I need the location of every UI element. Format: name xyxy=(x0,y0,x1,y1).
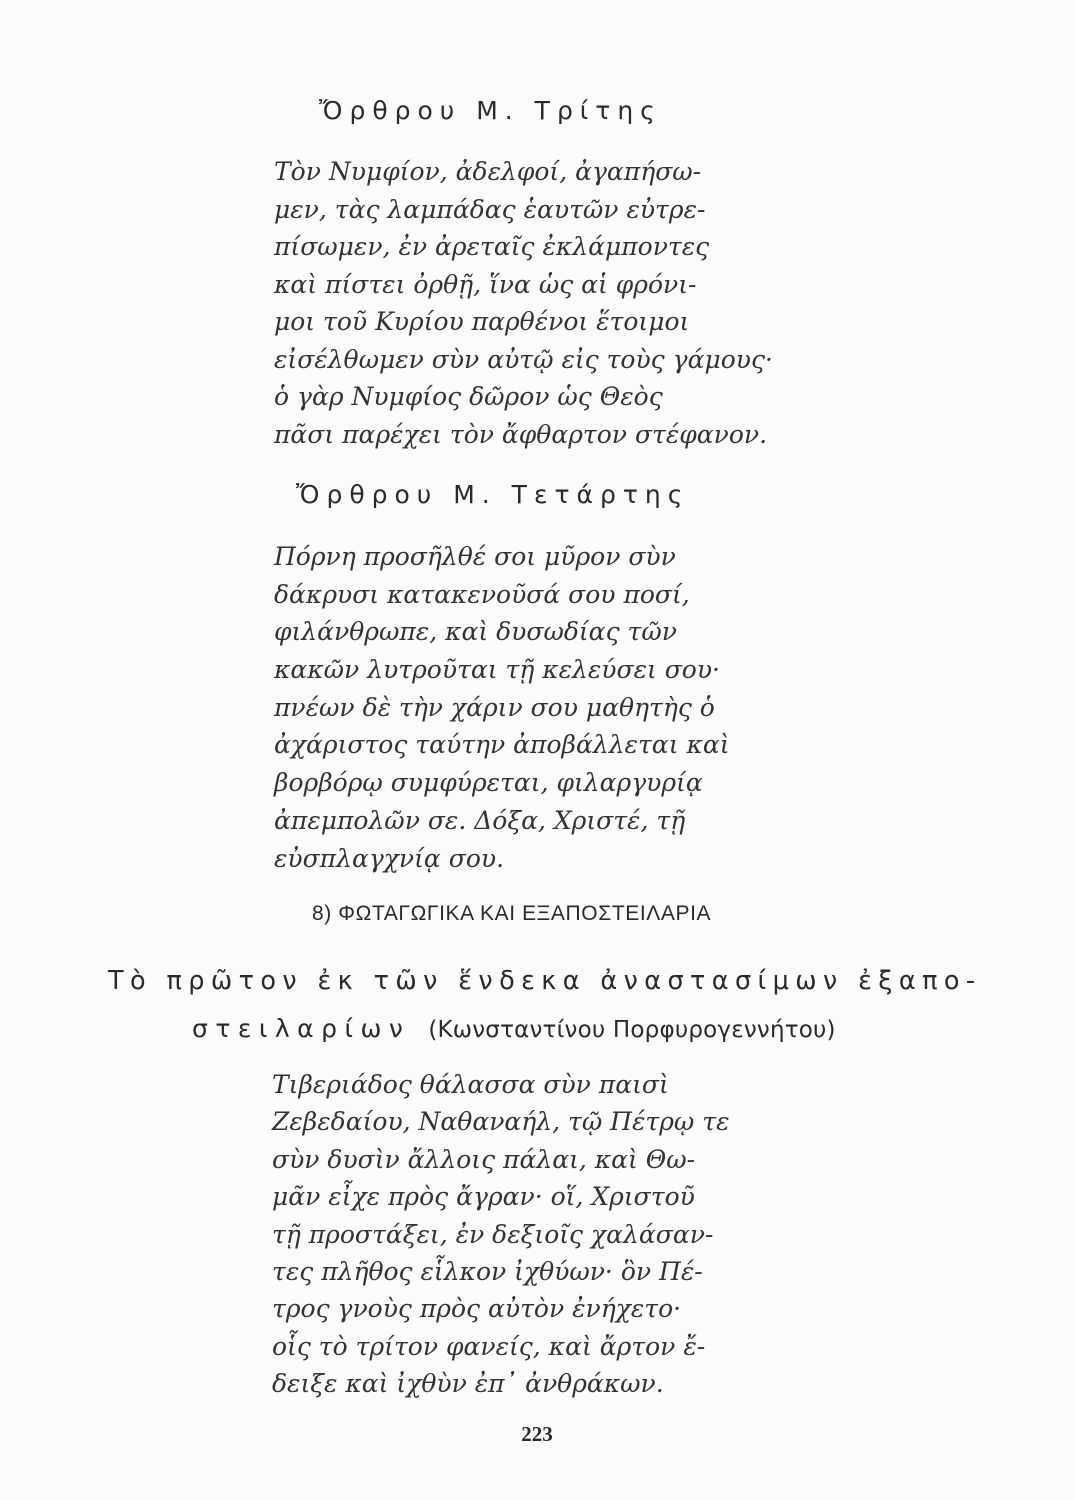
hymn-line: μεν, τὰς λαμπάδας ἑαυτῶν εὐτρε- xyxy=(274,194,706,224)
heading-orthros-wednesday: Ὄρθρου Μ. Τετάρτης xyxy=(296,480,690,509)
hymn-line: τῇ προστάξει, ἐν δεξιοῖς χαλάσαν- xyxy=(272,1219,714,1249)
hymn-line: ἀχάριστος ταύτην ἀποβάλλεται καὶ xyxy=(274,730,730,760)
exaposteilarion-title-line1: Τὸ πρῶτον ἐκ τῶν ἕνδεκα ἀναστασίμων ἐξαπο- xyxy=(108,966,982,996)
section-title: 8) ΦΩΤΑΓΩΓΙΚΑ ΚΑΙ ΕΞΑΠΟΣΤΕΙΛΑΡΙΑ xyxy=(312,902,712,925)
hymn-line: μᾶν εἶχε πρὸς ἄγραν· οἵ, Χριστοῦ xyxy=(272,1182,695,1212)
hymn-line: καὶ πίστει ὀρθῇ, ἵνα ὡς αἱ φρόνι- xyxy=(274,269,697,299)
hymn-line: σὺν δυσὶν ἄλλοις πάλαι, καὶ Θω- xyxy=(272,1144,696,1174)
exaposteilarion-title-line2 xyxy=(192,1014,836,1043)
hymn-line: δειξε καὶ ἰχθὺν ἐπ᾿ ἀνθράκων. xyxy=(272,1369,664,1399)
hymn-line: εὐσπλαγχνίᾳ σου. xyxy=(274,843,505,873)
exaposteilarion-title-word: στειλαρίων xyxy=(192,1014,411,1043)
hymn-line: εἰσέλθωμεν σὺν αὐτῷ εἰς τοὺς γάμους· xyxy=(274,344,773,374)
hymn-line: μοι τοῦ Κυρίου παρθένοι ἕτοιμοι xyxy=(274,307,690,336)
hymn-line: πᾶσι παρέχει τὸν ἄφθαρτον στέφανον. xyxy=(274,419,768,449)
hymn-line: Πόρνη προσῆλθέ σοι μῦρον σὺν xyxy=(274,542,676,571)
hymn-line: πίσωμεν, ἐν ἀρεταῖς ἐκλάμποντες xyxy=(274,232,710,261)
hymn-exaposteilarion xyxy=(272,1066,730,1403)
hymn-line: ἀπεμπολῶν σε. Δόξα, Χριστέ, τῇ xyxy=(274,805,686,835)
exaposteilarion-attribution: (Κωνσταντίνου Πορφυρογεννήτου) xyxy=(428,1017,836,1043)
hymn-line: βορβόρῳ συμφύρεται, φιλαργυρίᾳ xyxy=(274,768,703,798)
hymn-line: Τιβεριάδος θάλασσα σὺν παισὶ xyxy=(272,1070,669,1099)
hymn-line: κακῶν λυτροῦται τῇ κελεύσει σου· xyxy=(274,655,720,685)
hymn-line: τρος γνοὺς πρὸς αὐτὸν ἐνήχετο· xyxy=(272,1294,682,1324)
hymn-line: ὁ γὰρ Νυμφίος δῶρον ὡς Θεὸς xyxy=(274,382,663,411)
hymn-wednesday xyxy=(274,538,730,877)
hymn-line: Τὸν Νυμφίον, ἀδελφοί, ἀγαπήσω- xyxy=(274,157,702,186)
hymn-line: τες πλῆθος εἷλκον ἰχθύων· ὃν Πέ- xyxy=(272,1256,703,1286)
heading-orthros-tuesday: Ὄρθρου Μ. Τρίτης xyxy=(319,96,662,125)
hymn-line: φιλάνθρωπε, καὶ δυσωδίας τῶν xyxy=(274,617,677,647)
page-number: 223 xyxy=(521,1422,553,1446)
hymn-tuesday xyxy=(274,153,773,453)
hymn-line: Ζεβεδαίου, Ναθαναήλ, τῷ Πέτρῳ τε xyxy=(272,1107,730,1137)
hymn-line: οἷς τὸ τρίτον φανείς, καὶ ἄρτον ἔ- xyxy=(272,1331,706,1361)
hymn-line: δάκρυσι κατακενοῦσά σου ποσί, xyxy=(274,579,690,609)
hymn-line: πνέων δὲ τὴν χάριν σου μαθητὴς ὁ xyxy=(274,692,715,722)
